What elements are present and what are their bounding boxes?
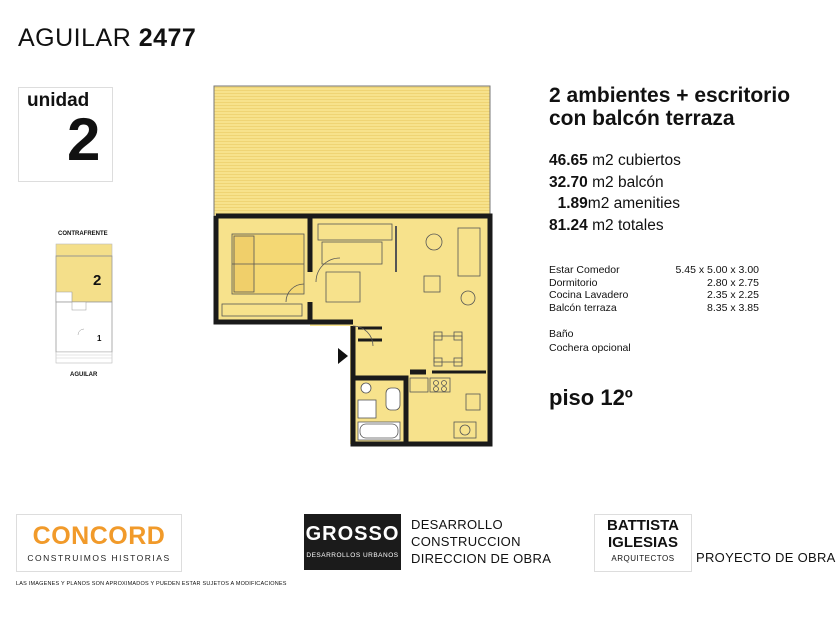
building-number: 2477 [138, 24, 197, 52]
building-name: AGUILAR [18, 24, 132, 52]
description-line-2: con balcón terraza [549, 107, 735, 130]
role-line: DIRECCION DE OBRA [411, 551, 552, 566]
key-plan-unit-1: 1 [97, 334, 102, 343]
grosso-tagline: DESARROLLOS URBANOS [306, 552, 399, 559]
area-list [549, 150, 681, 236]
concord-logo [16, 514, 182, 572]
disclaimer: LAS IMAGENES Y PLANOS SON APROXIMADOS Y PUEDEN ESTAR SUJETOS A MODIFICACIONES [16, 581, 287, 587]
extras-list [549, 328, 631, 355]
developer-roles [411, 516, 551, 567]
extra-item: Cochera opcional [549, 341, 631, 354]
floor-number: piso 12º [549, 385, 633, 410]
role-line: DESARROLLO [411, 517, 503, 532]
area-row: 81.24 m2 totales [549, 216, 664, 234]
building-title [18, 24, 196, 53]
key-plan [50, 228, 130, 378]
area-row: 1.89m2 amenities [557, 195, 680, 212]
area-row: 46.65 m2 cubiertos [549, 152, 681, 169]
extra-item: Baño [549, 328, 574, 340]
unit-number: 2 [67, 106, 101, 173]
grosso-logo [304, 514, 401, 570]
architect-line-3: ARQUITECTOS [611, 554, 675, 563]
key-plan-unit-2: 2 [93, 272, 102, 289]
unit-description [549, 84, 790, 130]
room-dimensions [549, 264, 759, 315]
room-row: Estar Comedor 5.45 x 5.00 x 3.00 [549, 264, 759, 276]
floor-plan [210, 82, 500, 454]
room-row: Balcón terraza 8.35 x 3.85 [549, 302, 759, 315]
description-line-1: 2 ambientes + escritorio [549, 84, 791, 107]
role-line: CONSTRUCCION [411, 534, 521, 549]
unit-label: unidad [27, 90, 90, 111]
architect-line-1: BATTISTA [607, 517, 679, 534]
room-row: Cocina Lavadero 2.35 x 2.25 [549, 289, 759, 302]
key-plan-top-label: CONTRAFRENTE [58, 231, 108, 237]
concord-tagline: CONSTRUIMOS HISTORIAS [27, 553, 171, 563]
grosso-name: GROSSO [305, 523, 400, 545]
architect-logo [594, 514, 692, 572]
balcony-terrace [214, 86, 490, 216]
key-plan-drawing [50, 240, 130, 365]
entry-arrow-icon [336, 346, 350, 366]
architect-role: PROYECTO DE OBRA [696, 550, 836, 565]
key-plan-bottom-label: AGUILAR [70, 372, 98, 378]
area-row: 32.70 m2 balcón [549, 173, 664, 191]
concord-name: CONCORD [32, 522, 166, 550]
architect-line-2: IGLESIAS [607, 534, 678, 551]
unit-box [18, 87, 113, 182]
room-row: Dormitorio 2.80 x 2.75 [549, 276, 759, 289]
bedroom-furniture [222, 234, 304, 316]
